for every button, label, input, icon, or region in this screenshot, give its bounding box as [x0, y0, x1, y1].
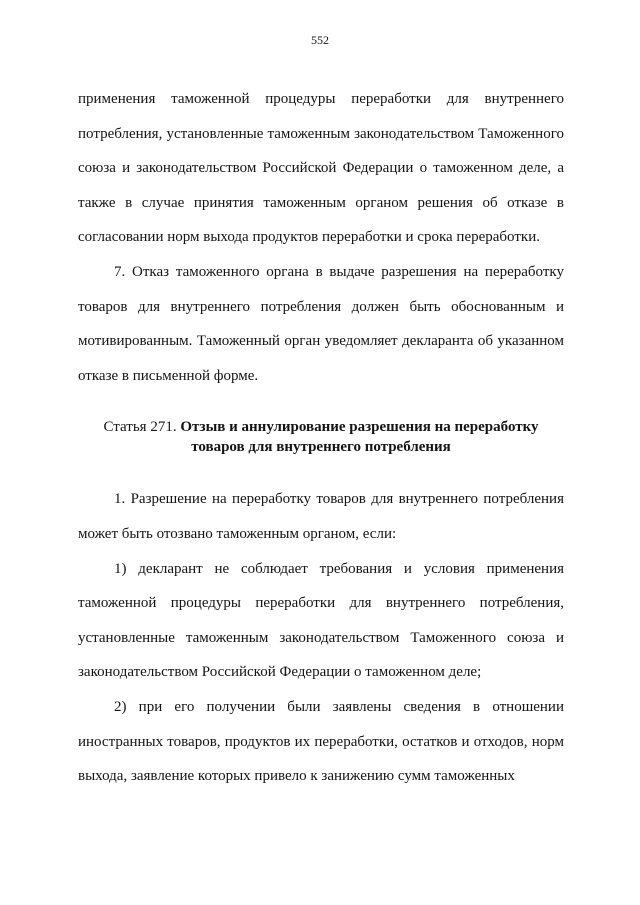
document-body: [78, 82, 564, 794]
article-label: Статья 271.: [103, 419, 177, 436]
page-number: 552: [311, 33, 329, 47]
paragraph-subitem-2: 2) при его получении были заявлены сведения в отношении иностранных товаров, продуктов их переработки, остатков и отходов, норм выхода, заявление которых привело к занижению сумм таможенных: [78, 698, 564, 785]
paragraph-item-7: 7. Отказ таможенного органа в выдаче разрешения на переработку товаров для внутреннего потребления должен быть обоснованным и мотивированным. Таможенный орган уведомляет декларанта об указанном отказе в письменной форме.: [78, 263, 564, 384]
article-title: Отзыв и аннулирование разрешения на переработку товаров для внутреннего потребления: [180, 419, 539, 456]
paragraph-subitem-1: 1) декларант не соблюдает требования и условия применения таможенной процедуры переработки для внутреннего потребления, установленные таможенным законодательством Таможенного союза и законодательством Российской Федерации о таможенном деле;: [78, 560, 564, 681]
paragraph-continued: применения таможенной процедуры переработки для внутреннего потребления, установленные таможенным законодательством Таможенного союза и законодательством Российской Федерации о таможенном деле, а также в случае принятия таможенным органом решения об отказе в согласовании норм выхода продуктов переработки и срока переработки.: [78, 91, 564, 246]
article-heading: [78, 417, 564, 457]
paragraph-article-item-1: 1. Разрешение на переработку товаров для внутреннего потребления может быть отозвано таможенным органом, если:: [78, 491, 564, 542]
